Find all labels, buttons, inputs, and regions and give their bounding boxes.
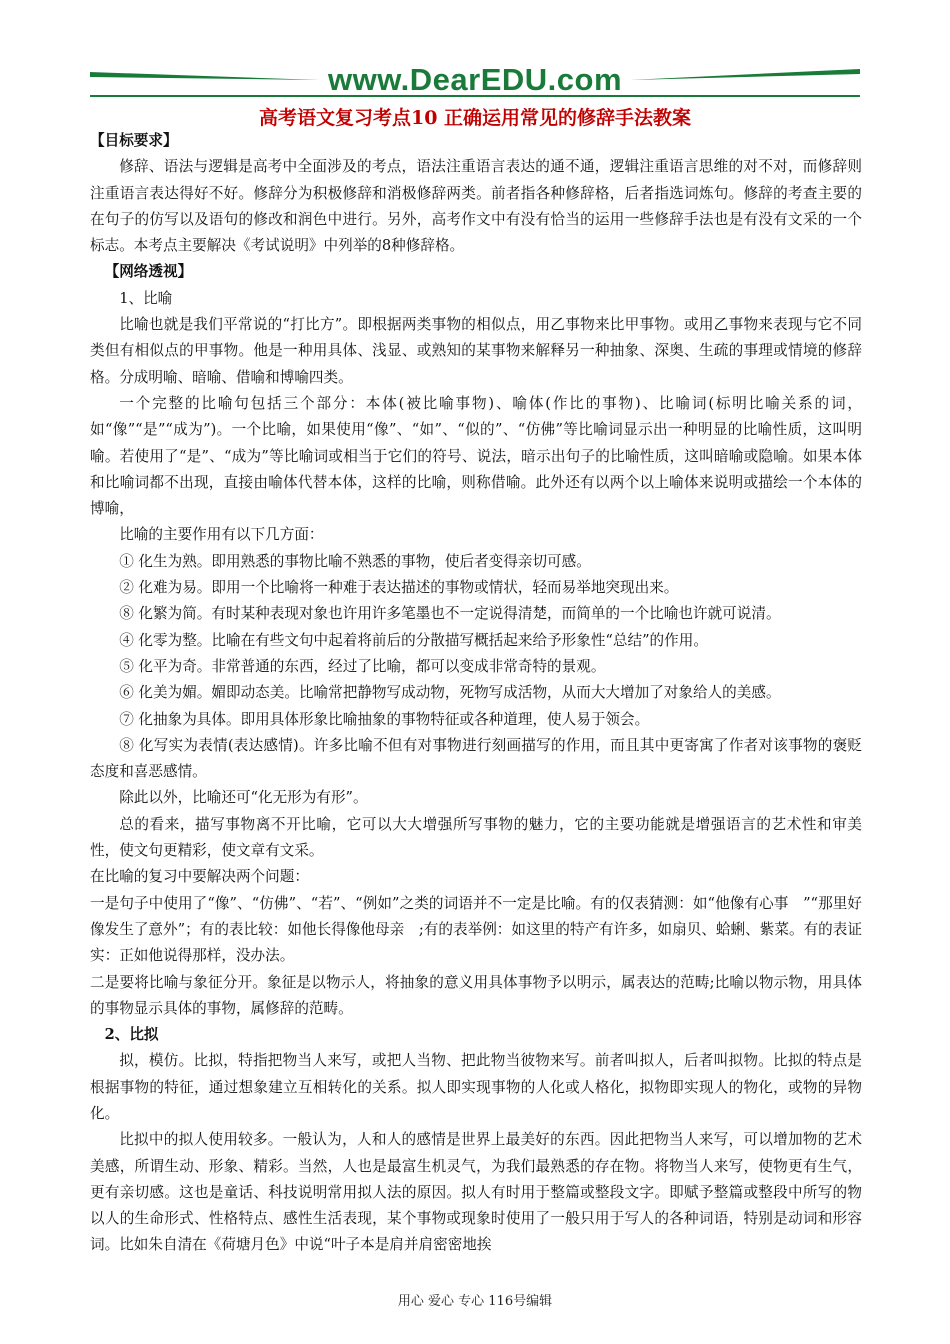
site-header [90,60,860,100]
paragraph: 一个完整的比喻句包括三个部分：本体(被比喻事物)、喻体(作比的事物)、比喻词(标明比喻关系的词，如“像”“是”“成为”)。一个比喻，如果使用“像”、“如”、“似的”、“仿佛”等比喻词显示出一种明显的比喻性质，这叫明喻。若使用了“是”、“成为”等比喻词或相当于它们的符号、说法，暗示出句子的比喻性质，这叫暗喻或隐喻。如果本体和比喻词都不出现，直接由喻体代替本体，这样的比喻，则称借喻。此外还有以两个以上喻体来说明或描绘一个本体的博喻， [90,394,862,518]
paragraph: ⑤ 化平为奇。非常普通的东西，经过了比喻，都可以变成非常奇特的景观。 [119,657,606,675]
paragraph: 修辞、语法与逻辑是高考中全面涉及的考点，语法注重语言表达的通不通，逻辑注重语言思维的对不对，而修辞则注重语言表达得好不好。修辞分为积极修辞和消极修辞两类。前者指各种修辞格，后者指选词炼句。修辞的考查主要的在句子的仿写以及语句的修改和润色中进行。另外，高考作文中有没有恰当的运用一些修辞手法也是有没有文采的一个标志。本考点主要解决《考试说明》中列举的8种修辞格。 [90,158,862,255]
page-title: 高考语文复习考点10 正确运用常见的修辞手法教案 [258,107,692,129]
site-logo: www.DearEDU.com [327,62,623,97]
document-body [90,128,862,1259]
paragraph: ⑦ 化抽象为具体。即用具体形象比喻抽象的事物特征或各种道理，使人易于领会。 [119,710,650,728]
section-heading: 【目标要求】 [90,132,178,149]
paragraph: ① 化生为熟。即用熟悉的事物比喻不熟悉的事物，使后者变得亲切可感。 [119,552,591,570]
paragraph: 拟，模仿。比拟，特指把物当人来写，或把人当物、把此物当彼物来写。前者叫拟人，后者叫拟物。比拟的特点是根据事物的特征，通过想象建立互相转化的关系。拟人即实现事物的人化或人格化，拟物即实现人的物化，或物的异物化。 [90,1052,862,1122]
paragraph: 比喻的主要作用有以下几方面： [119,526,324,544]
paragraph: 比喻也就是我们平常说的“打比方”。即根据两类事物的相似点，用乙事物来比甲事物。或用乙事物来表现与它不同类但有相似点的甲事物。他是一种用具体、浅显、或熟知的某事物来解释另一种抽象、深奥、生疏的事理或情境的修辞格。分成明喻、暗喻、借喻和博喻四类。 [90,316,862,386]
section-heading: 【网络透视】 [104,263,193,281]
paragraph: 比拟中的拟人使用较多。一般认为，人和人的感情是世界上最美好的东西。因此把物当人来写，可以增加物的艺术美感，所谓生动、形象、精彩。当然，人也是最富生机灵气，为我们最熟悉的存在物。将物当人来写，使物更有生气，更有亲切感。这也是童话、科技说明常用拟人法的原因。拟人有时用于整篇或整段文字。即赋予整篇或整段中所写的物以人的生命形式、性格特点、感性生活表现，某个事物或现象时使用了一般只用于写人的各种词语，特别是动词和形容词。比如朱自清在《荷塘月色》中说“叶子本是肩并肩密密地挨 [90,1131,862,1254]
paragraph: 二是要将比喻与象征分开。象征是以物示人，将抽象的意义用具体事物予以明示，属表达的范畴;比喻以物示物，用具体的事物显示具体的事物，属修辞的范畴。 [90,973,862,1017]
paragraph: ⑧ 化繁为简。有时某种表现对象也许用许多笔墨也不一定说得清楚，而简单的一个比喻也许就可说清。 [119,605,781,623]
paragraph: 在比喻的复习中要解决两个问题： [90,868,309,886]
paragraph: ⑧ 化写实为表情(表达感情)。许多比喻不但有对事物进行刻画描写的作用，而且其中更寄寓了作者对该事物的褒贬态度和喜恶感情。 [90,736,862,781]
paragraph: ⑥ 化美为媚。媚即动态美。比喻常把静物写成动物，死物写成活物，从而大大增加了对象给人的美感。 [119,684,781,702]
paragraph: ② 化难为易。即用一个比喻将一种难于表达描述的事物或情状，轻而易举地突现出来。 [119,579,679,597]
section-heading: 2、比拟 [104,1026,159,1044]
paragraph: 一是句子中使用了“像”、“仿佛”、“若”、“例如”之类的词语并不一定是比喻。有的仅表猜测：如“他像有心事 ”“那里好像发生了意外”；有的表比较：如他长得像他母亲 ;有的表举例：如这里的特产有许多，如扇贝、蛤蜊、紫菜。有的表证实：正如他说得那样，没办法。 [90,894,862,965]
paragraph: ④ 化零为整。比喻在有些文句中起着将前后的分散描写概括起来给予形象性“总结”的作用。 [119,631,708,649]
page-footer: 用心 爱心 专心 116号编辑 [397,1294,553,1309]
paragraph: 除此以外，比喻还可“化无形为有形”。 [119,789,368,807]
paragraph: 1、比喻 [119,289,173,307]
paragraph: 总的看来，描写事物离不开比喻，它可以大大增强所写事物的魅力，它的主要功能就是增强语言的艺术性和审美性，使文句更精彩，使文章有文采。 [90,815,862,860]
